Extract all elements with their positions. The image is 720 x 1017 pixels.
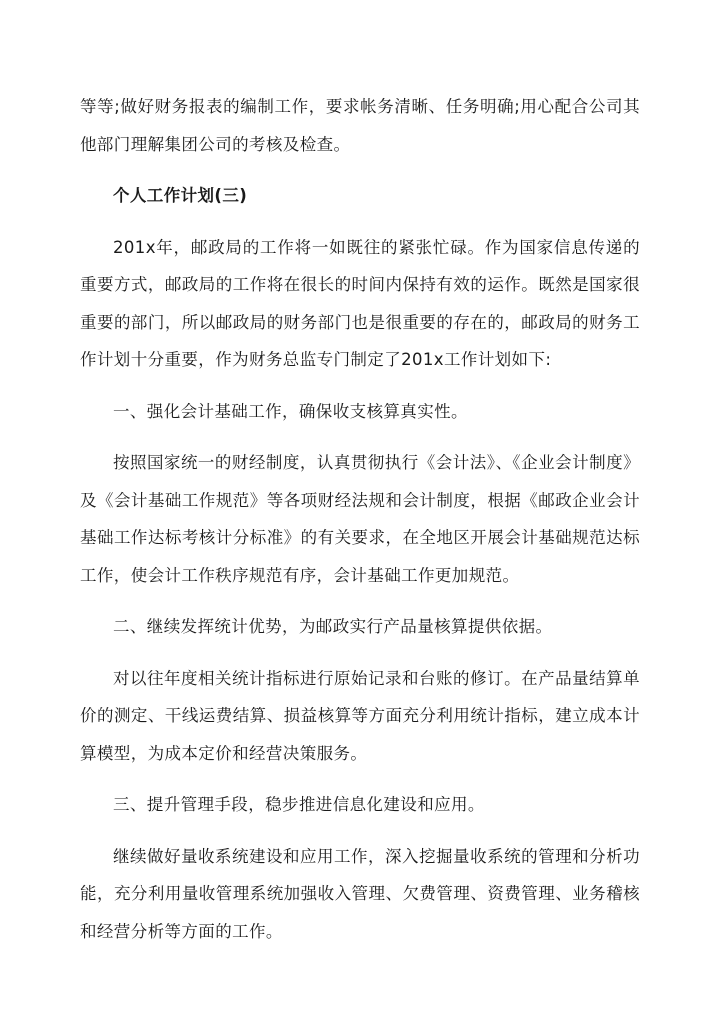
paragraph-1: 按照国家统一的财经制度，认真贯彻执行《会计法》、《企业会计制度》及《会计基础工作规范》等各项财经法规和会计制度，根据《邮政企业会计基础工作达标考核计分标准》的有关要求，在全地区开展会计基础规范达标工作，使会计工作秩序规范有序，会计基础工作更加规范。 — [80, 453, 640, 585]
section-heading: 个人工作计划(三) — [113, 186, 248, 205]
paragraph-2: 对以往年度相关统计指标进行原始记录和台账的修订。在产品量结算单价的测定、干线运费结算、损益核算等方面充分利用统计指标，建立成本计算模型，为成本定价和经营决策服务。 — [80, 668, 640, 763]
subheading-3: 三、提升管理手段，稳步推进信息化建设和应用。 — [113, 795, 485, 814]
paragraph-intro: 201x年，邮政局的工作将一如既往的紧张忙碌。作为国家信息传递的重要方式，邮政局的工作将在很长的时间内保持有效的运作。既然是国家很重要的部门，所以邮政局的财务部门也是很重要的存在的，邮政局的财务工作计划十分重要，作为财务总监专门制定了201x工作计划如下: — [80, 237, 640, 369]
paragraph-3: 继续做好量收系统建设和应用工作，深入挖掘量收系统的管理和分析功能，充分利用量收管理系统加强收入管理、欠费管理、资费管理、业务稽核和经营分析等方面的工作。 — [80, 846, 640, 941]
subheading-2: 二、继续发挥统计优势，为邮政实行产品量核算提供依据。 — [113, 617, 553, 636]
subheading-1: 一、强化会计基础工作，确保收支核算真实性。 — [113, 401, 468, 421]
document-body — [80, 88, 640, 950]
paragraph-continuation: 等等;做好财务报表的编制工作，要求帐务清晰、任务明确;用心配合公司其他部门理解集团公司的考核及检查。 — [80, 97, 640, 154]
